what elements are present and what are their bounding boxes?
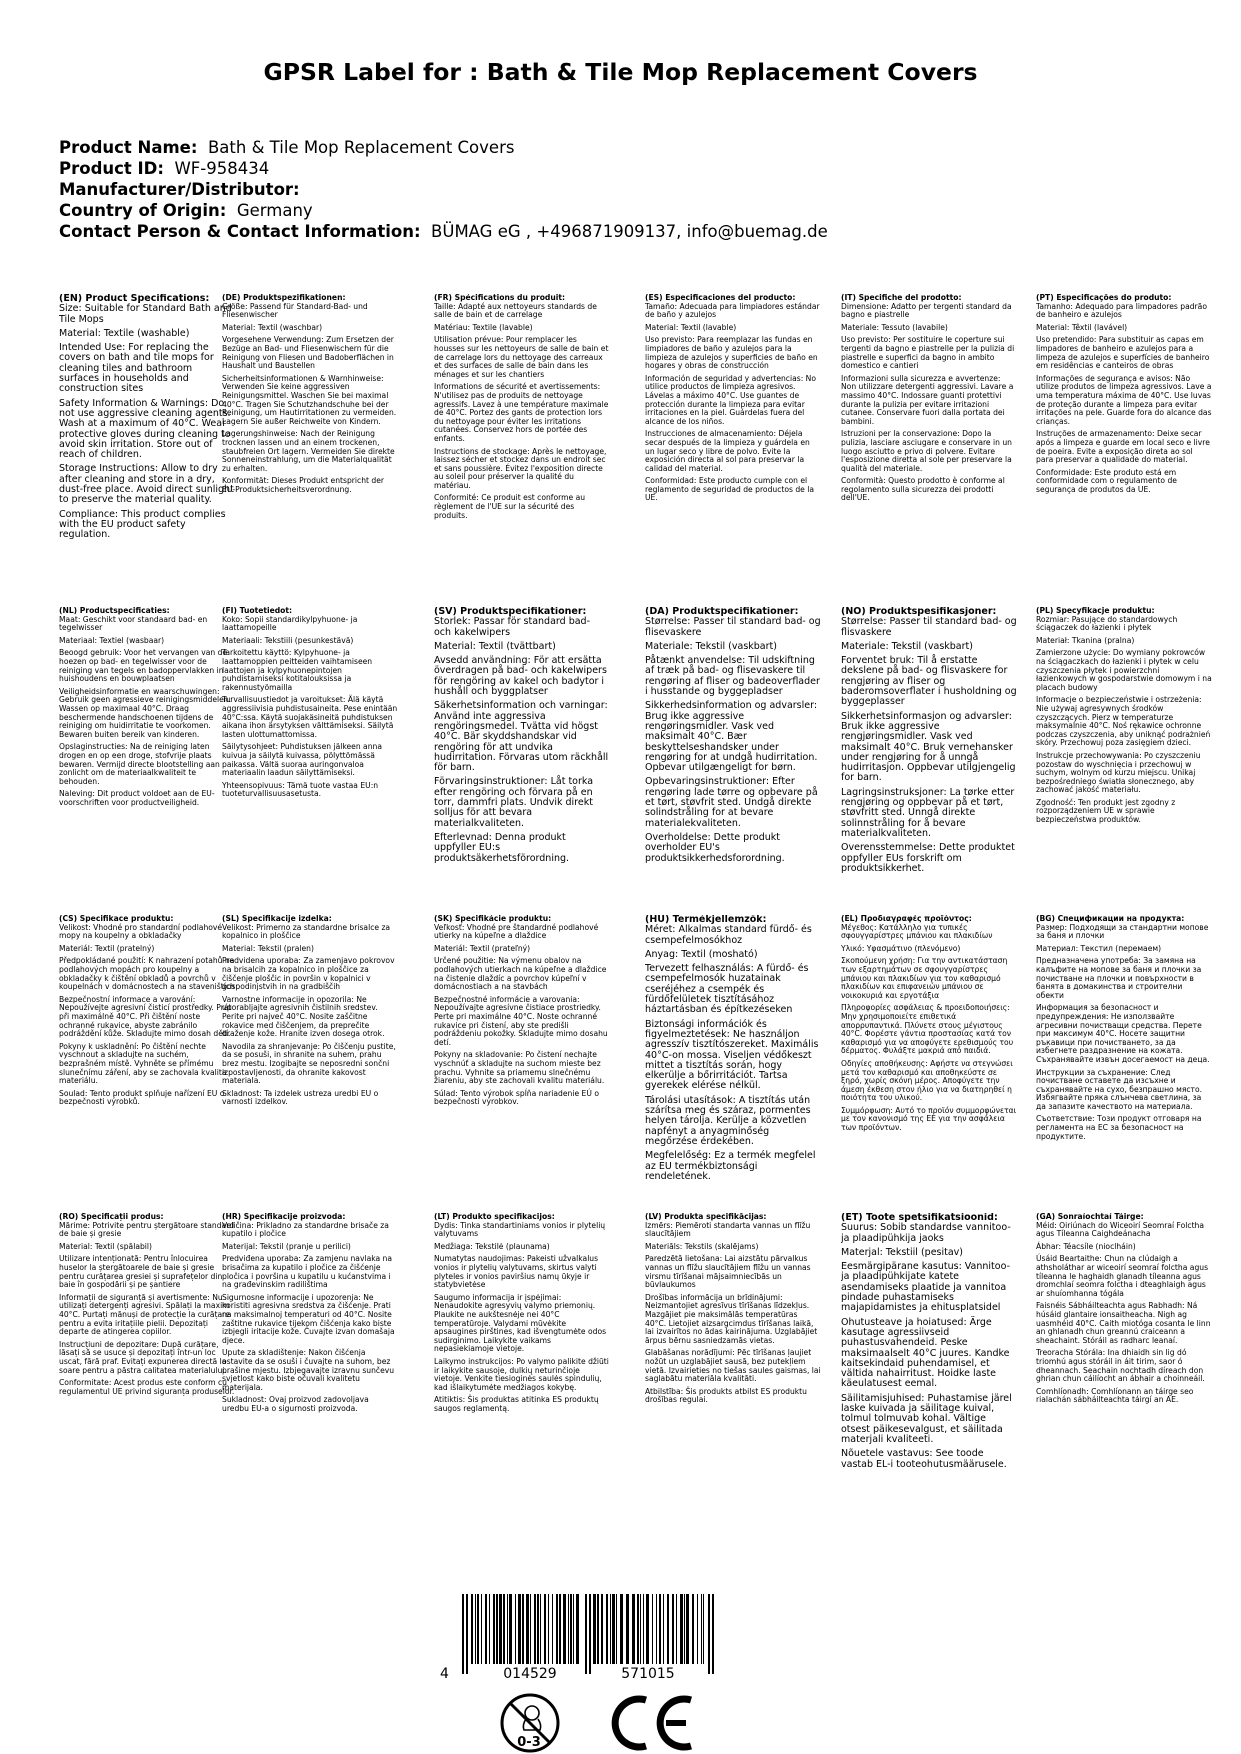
spec-paragraph: Informații de siguranță și avertismente: Nu utilizați detergenți agresivi. Spălați la maxim 40°C. Purtați mănuși de protecție la curățare pentru a evita iritațiile pielii. Depozitați departe de atingerea copiilor. xyxy=(59,1292,230,1337)
barcode xyxy=(436,1594,746,1694)
page-title: GPSR Label for : Bath & Tile Mop Replacement Covers xyxy=(263,58,978,86)
barcode-bar xyxy=(540,1594,541,1664)
barcode-bar xyxy=(697,1594,698,1664)
spec-paragraph: Safety Information & Warnings: Do not use aggressive cleaning agents. Wash at a maximum of 40°C. Wear protective gloves during cleaning to avoid skin irritation. Store out of reach of children. xyxy=(59,397,231,461)
spec-paragraph: Overholdelse: Dette produkt overholder EU's produktsikkerhedsforordning. xyxy=(645,831,785,864)
spec-paragraph: Información de seguridad y advertencias: No utilice productos de limpieza agresivos. Lávelas a máximo 40°C. Use guantes de protección durante la limpieza para evitar irritaciones en la piel. Guárdelas fuera del alcance de los niños. xyxy=(645,373,817,426)
spec-paragraph: Sicherheitsinformationen & Warnhinweise: Verwenden Sie keine aggressiven Reinigungsmittel. Waschen Sie bei maximal 40°C. Tragen Sie Schutzhandschuhe bei der Reinigung, um Hautirritationen zu vermeiden. Lagern Sie außer Reichweite von Kindern. xyxy=(222,373,397,426)
spec-paragraph: Bezpečnostní informace a varování: Nepoužívejte agresivní čisticí prostředky. Prát při maximálně 40°C. Při čištění noste ochranné rukavice, abyste zabránilo podráždění kůže. Skladujte mimo dosah dětí. xyxy=(59,994,232,1039)
barcode-bar xyxy=(570,1594,572,1664)
spec-heading: (IT) Specifiche del prodotto: xyxy=(841,294,962,302)
barcode-bar xyxy=(626,1594,629,1664)
spec-paragraph: Größe: Passend für Standard-Bad- und Fliesenwischer xyxy=(222,301,368,320)
manufacturer-label: Manufacturer/Distributor: xyxy=(59,180,300,199)
barcode-bar xyxy=(522,1594,524,1664)
spec-block xyxy=(841,294,1017,507)
barcode-bar xyxy=(632,1594,635,1664)
barcode-bar xyxy=(548,1594,549,1664)
barcode-bar xyxy=(646,1594,649,1664)
barcode-bar xyxy=(481,1594,482,1664)
barcode-bar xyxy=(637,1594,639,1664)
barcode-bar xyxy=(530,1594,531,1664)
spec-paragraph: Ohutusteave ja hoiatused: Ärge kasutage agressiivseid puhastusvahendeid. Peske maksimaalselt 40°C juures. Kandke kaitsekindaid puhendamisel, et vältida nahairritust. Hoidke laste käeulatusest eemal. xyxy=(841,1316,1010,1390)
barcode-bar xyxy=(659,1594,661,1664)
barcode-bar xyxy=(518,1594,521,1664)
product-id-label: Product ID: xyxy=(59,159,164,178)
spec-block xyxy=(645,915,821,1186)
spec-block xyxy=(59,915,235,1111)
contact-value: BÜMAG eG , +496871909137, info@buemag.de xyxy=(431,222,828,241)
spec-heading: (SK) Špecifikácie produktu: xyxy=(434,915,552,923)
spec-paragraph: Материал: Текстил (перемаем) xyxy=(1036,943,1162,953)
ce-mark-icon xyxy=(615,1699,691,1747)
spec-paragraph: Conformité: Ce produit est conforme au règlement de l'UE sur la sécurité des produits. xyxy=(434,493,586,520)
spec-paragraph: Størrelse: Passer til standard bad- og flisvaskere xyxy=(841,616,1017,638)
spec-paragraph: Efterlevnad: Denna produkt uppfyller EU:s produktsäkerhetsförordning. xyxy=(434,831,570,864)
spec-paragraph: Soulad: Tento produkt splňuje nařízení EU o bezpečnosti výrobků. xyxy=(59,1088,225,1107)
spec-paragraph: Συμμόρφωση: Αυτό το προϊόν συμμορφώνεται με τον κανονισμό της ΕΕ για την ασφάλεια των προϊόντων. xyxy=(841,1105,1017,1133)
spec-paragraph: Υλικό: Υφασμάτινο (πλενόμενο) xyxy=(841,943,961,953)
barcode-bar xyxy=(656,1594,657,1664)
spec-paragraph: Predviđena uporaba: Za zamjenu navlaka na brisačima za kupatilo i pločice za čišćenje pločica i površina u kupatilu u kućanstvima i na građevinskim radilištima xyxy=(222,1254,393,1290)
barcode-bar xyxy=(601,1594,603,1664)
spec-paragraph: Skladnost: Ta izdelek ustreza uredbi EU o varnosti izdelkov. xyxy=(222,1088,379,1107)
barcode-bar xyxy=(663,1594,664,1664)
barcode-bar xyxy=(612,1594,615,1664)
spec-paragraph: Säkerhetsinformation och varningar: Använd inte aggressiva rengöringsmedel. Tvätta vid högst 40°C. Bär skyddshandskar vid rengöring för att undvika hudirritation. Förvaras utom räckhåll för barn. xyxy=(434,700,609,774)
spec-paragraph: Conformidad: Este producto cumple con el reglamento de seguridad de productos de la UE. xyxy=(645,476,815,503)
spec-paragraph: Materiaal: Textiel (wasbaar) xyxy=(59,635,165,645)
product-id-row xyxy=(59,158,1199,179)
spec-paragraph: Material: Textil (lavable) xyxy=(645,322,737,332)
barcode-bar xyxy=(466,1594,468,1674)
spec-paragraph: Biztonsági információk és figyelmeztetések: Ne használjon agresszív tisztítószereket. Maximális 40°C-on mossa. Viseljen védőkeszt mittet a tisztítás során, hogy elkerülje a bőrirritációt. Tartsa gyerekek elérése nélkül. xyxy=(645,1018,819,1092)
spec-paragraph: Sigurnosne informacije i upozorenja: Ne koristiti agresivna sredstva za čišćenje. Prati na maksimalnoj temperaturi od 40°C. Nosite zaštitne rukavice tijekom čišćenja kako biste izbjegli iritacije kože. Čuvajte izvan domašaja djece. xyxy=(222,1292,395,1345)
spec-paragraph: Varnostne informacije in opozorila: Ne uporabljajte agresivnih čistilnih sredstev. Perite pri največ 40°C. Nosite zaščitne rokavice med čiščenjem, da preprečite draženje kože. Hranite izven dosega otrok. xyxy=(222,994,385,1039)
spec-heading: (ES) Especificaciones del producto: xyxy=(645,294,796,302)
barcode-bar xyxy=(652,1594,653,1664)
spec-heading: (ET) Toote spetsifikatsioonid: xyxy=(841,1213,998,1223)
spec-paragraph: Opbevaringsinstruktioner: Efter rengøring lade tørre og opbevare på et tørt, støvfrit sted. Undgå direkte solindstråling for at bevare materialekvaliteten. xyxy=(645,776,818,829)
spec-paragraph: Forventet bruk: Til å erstatte dekslene på bad- og flisvaskere for rengjøring av fliser og baderomsoverflater i husholdning og byggeplasser xyxy=(841,655,1017,708)
spec-paragraph: Utilisation prévue: Pour remplacer les housses sur les nettoyeurs de salle de bain et de carrelage lors du nettoyage des carreaux et des surfaces de salle de bain dans les ménages et sur les chantiers xyxy=(434,335,609,379)
spec-paragraph: Opslaginstructies: Na de reiniging laten drogen en op een droge, stofvrije plaats bewaren. Vermijd directe blootstelling aan zonlicht om de materiaalkwaliteit te behouden. xyxy=(59,742,220,786)
barcode-bar xyxy=(537,1594,539,1664)
product-info xyxy=(59,137,1199,242)
spec-block xyxy=(645,294,821,507)
spec-paragraph: Konformität: Dieses Produkt entspricht der EU-Produktsicherheitsverordnung. xyxy=(222,476,385,494)
spec-paragraph: Matériau: Textile (lavable) xyxy=(434,322,533,332)
spec-paragraph: Dimensione: Adatto per tergenti standard da bagno e piastrelle xyxy=(841,301,1012,320)
barcode-bar xyxy=(477,1594,479,1664)
compliance-icons xyxy=(498,1692,758,1754)
spec-paragraph: Predvidena uporaba: Za zamenjavo pokrovov na brisalcih za kopalnico in ploščice za čiščenje ploščic in površin v kopalnici v gospodinjstvih in na gradbiščih xyxy=(222,956,395,992)
spec-paragraph: Upute za skladištenje: Nakon čišćenja ostavite da se osuši i čuvajte na suhom, bez prašine mjestu. Izbjegavajte izravnu sunčevu svjetlost kako biste očuvali kvalitetu materijala. xyxy=(222,1348,395,1392)
spec-heading: (EL) Προδιαγραφές προϊόντος: xyxy=(841,915,972,923)
spec-paragraph: Veľkosť: Vhodné pre štandardné podlahové utierky na kúpeľne a dlaždice xyxy=(434,922,599,941)
spec-block xyxy=(222,1213,398,1417)
product-name-label: Product Name: xyxy=(59,138,198,157)
spec-paragraph: Treoracha Stórála: Ina dhiaidh sin lig dó triomhú agus stóráil in áit tirim, saor ó dheannach. Seachain nochtadh díreach don ghrian chun cáilíocht an ábhair a choinneáil. xyxy=(1036,1348,1205,1384)
spec-paragraph: Πληροφορίες ασφάλειας & προειδοποιήσεις: Μην χρησιμοποιείτε επιθετικά απορρυπαντικά. Πλύνετε στους μέγιστους 40°C. Φορέστε γάντια προστασίας κατά τον καθαρισμό για να αποφύγετε ερεθισμούς του δέρματος. Φυλάξτε μακριά από παιδιά. xyxy=(841,1003,1014,1056)
barcode-bar xyxy=(489,1594,490,1664)
spec-block xyxy=(222,607,398,803)
spec-paragraph: Sukladnost: Ovaj proizvod zadovoljava uredbu EU-a o sigurnosti proizvoda. xyxy=(222,1395,369,1413)
spec-paragraph: Saugumo informacija ir įspėjimai: Nenaudokite agresyvių valymo priemonių. Plaukite ne aukštesnėje nei 40°C temperatūroje. Valydami mūvėkite apsaugines pirštines, kad išvengtumėte odos sudirginimo. Laikykite vaikams nepasiekiamoje vietoje. xyxy=(434,1292,607,1354)
spec-block xyxy=(434,1213,610,1417)
spec-block xyxy=(1036,1213,1212,1409)
spec-block xyxy=(645,1213,821,1409)
spec-block xyxy=(1036,915,1212,1145)
spec-paragraph: Materiale: Tekstil (vaskbart) xyxy=(841,640,973,652)
spec-paragraph: Materiál: Textil (prateľný) xyxy=(434,943,531,953)
barcode-bar xyxy=(708,1594,710,1674)
barcode-bar xyxy=(507,1594,508,1664)
spec-block xyxy=(1036,607,1212,829)
contact-label: Contact Person & Contact Information: xyxy=(59,222,421,241)
spec-paragraph: Size: Suitable for Standard Bath and Tile Mops xyxy=(59,303,232,325)
spec-heading: (HR) Specifikacije proizvoda: xyxy=(222,1213,346,1221)
spec-paragraph: Påtænkt anvendelse: Til udskiftning af træk på bad- og flisevaskere til rengøring af fliser og badeoverflader i husstande og byggepladser xyxy=(645,655,820,698)
spec-heading: (NO) Produktspesifikasjoner: xyxy=(841,607,997,617)
spec-paragraph: Tárolási utasítások: A tisztítás után szárítsa meg és száraz, pormentes helyen tárolja. Kerülje a közvetlen napfényt a anyagminőség megőrzése érdekében. xyxy=(645,1094,811,1147)
product-name-row xyxy=(59,137,1199,158)
spec-paragraph: Conformità: Questo prodotto è conforme al regolamento sulla sicurezza dei prodotti dell'UE. xyxy=(841,476,1005,503)
spec-paragraph: Beoogd gebruik: Voor het vervangen van de hoezen op bad- en tegelwisser voor de reiniging van tegels en badoppervlakken in huishoudens en bouwplaatsen xyxy=(59,648,228,684)
spec-paragraph: Velikost: Vhodné pro standardní podlahové mopy na koupelny a obkladačky xyxy=(59,922,223,941)
spec-paragraph: Uso previsto: Per sostituire le coperture sui tergenti da bagno e piastrelle per la pulizia di piastrelle e superfici da bagno in ambito domestico e cantieri xyxy=(841,335,1015,371)
spec-paragraph: Инструкции за съхранение: След почистване оставете да изсъхне и съхранявайте на сухо, безпрашно място. Избягвайте пряка слънчева светлина, за да запазите качеството на материала. xyxy=(1036,1067,1203,1111)
barcode-bar xyxy=(499,1594,502,1664)
barcode-group-2: 571015 xyxy=(621,1666,675,1682)
spec-paragraph: Tamanho: Adequado para limpadores padrão de banheiro e azulejos xyxy=(1036,301,1207,320)
spec-paragraph: Materiał: Tkanina (pralna) xyxy=(1036,635,1135,645)
barcode-bar xyxy=(680,1594,683,1664)
spec-paragraph: Megfelelőség: Ez a termék megfelel az EU termékbiztonsági rendeletének. xyxy=(645,1150,816,1182)
spec-paragraph: Materiale: Tekstil (vaskbart) xyxy=(645,640,777,652)
age-label: 0-3 xyxy=(517,1735,541,1750)
spec-paragraph: Zamierzone użycie: Do wymiany pokrowców na ściągaczkach do łazienki i płytek w celu czyszczenia płytek i powierzchni łazienkowych w gospodarstwie domowym i na placach budowy xyxy=(1036,648,1212,692)
barcode-bar xyxy=(526,1594,529,1664)
spec-heading: (PT) Especificações do produto: xyxy=(1036,294,1172,302)
spec-paragraph: Avsedd användning: För att ersätta överdragen på bad- och kakelwipers för rengöring av kakel och badytor i hushåll och byggplatser xyxy=(434,655,607,698)
barcode-bar xyxy=(585,1594,587,1674)
spec-block xyxy=(434,915,610,1111)
spec-paragraph: Numatytas naudojimas: Pakeisti užvalkalus vonios ir plytelių valytuvams, skirtus valyti plyteles ir vonios paviršius namų ūkyje ir statybvietėse xyxy=(434,1254,599,1290)
barcode-bar xyxy=(496,1594,498,1664)
spec-block xyxy=(434,607,610,868)
spec-paragraph: Méid: Oiriúnach do Wiceoirí Seomraí Folctha agus Tíleanna Caighdeánacha xyxy=(1036,1220,1205,1239)
spec-paragraph: Utilizare intenționată: Pentru înlocuirea huselor la ștergătoarele de baie și gresie pentru curățarea gresiei și suprafețelor din baie în gospodării și pe șantiere xyxy=(59,1254,223,1290)
spec-heading: (CS) Specifikace produktu: xyxy=(59,915,174,923)
barcode-bar xyxy=(606,1594,608,1664)
spec-paragraph: Säilytysohjeet: Puhdistuksen jälkeen anna kuivua ja säilytä kuivassa, pölyttömässä paikassa. Vältä suoraa auringonvaloa materiaalin laadun säilyttämiseksi. xyxy=(222,742,382,778)
spec-paragraph: Eesmärgipärane kasutus: Vannitoo- ja plaadipühkijate katete asendamiseks plaatide ja vannitoa pindade puhastamiseks majapidamistes ja ehitusplatsidel xyxy=(841,1261,1011,1314)
age-warning-0-3-icon xyxy=(502,1695,558,1751)
spec-paragraph: Pokyny k uskladnění: Po čištění nechte vyschnout a skladujte na suchém, bezprašném místě. Vyhněte se přímému slunečnímu záření, aby se zachovala kvalita materiálu. xyxy=(59,1041,227,1086)
spec-paragraph: Размер: Подходящи за стандартни мопове за баня и плочки xyxy=(1036,922,1209,941)
spec-paragraph: Storage Instructions: Allow to dry after cleaning and store in a dry, dust-free place. Avoid direct sunlight to preserve the material quality. xyxy=(59,463,234,506)
barcode-bar xyxy=(556,1594,558,1664)
barcode-bar xyxy=(703,1594,704,1664)
spec-paragraph: Instrucțiuni de depozitare: După curățare, lăsați să se usuce și depozitați într-un loc uscat, fără praf. Evitați expunerea directă la soare pentru a păstra calitatea materialului. xyxy=(59,1339,227,1375)
spec-paragraph: Koko: Sopii standardikylpyhuone- ja laattamopeille xyxy=(222,614,358,633)
spec-block xyxy=(222,294,398,498)
spec-paragraph: Předpokládané použití: K nahrazení potahů na podlahových mopách pro koupelny a obkladačky k čištění obkladů a povrchů v koupelnách v domácnostech a na staveništích xyxy=(59,956,235,992)
spec-heading: (DA) Produktspecifikationer: xyxy=(645,607,799,617)
spec-paragraph: Istruzioni per la conservazione: Dopo la pulizia, lasciare asciugare e conservare in un luogo asciutto e privo di polvere. Evitare l'esposizione diretta al sole per preservare la qualità del materiale. xyxy=(841,429,1012,473)
spec-paragraph: Turvallisuustiedot ja varoitukset: Älä käytä aggressiivisia puhdistusaineita. Pese enintään 40°C:ssa. Käytä suojakäsineitä puhdistuksen aikana ihon ärsytyksen välttämiseksi. Säilytä lasten ulottumattomissa. xyxy=(222,695,398,739)
barcode-group-1: 014529 xyxy=(503,1666,557,1682)
spec-paragraph: Atbilstība: Šis produkts atbilst ES produktu drošības regulai. xyxy=(645,1386,807,1405)
contact-row xyxy=(59,221,1199,242)
barcode-bar xyxy=(559,1594,561,1664)
spec-paragraph: Informations de sécurité et avertissements: N'utilisez pas de produits de nettoyage agressifs. Lavez à une température maximale de 40°C. Portez des gants de protection lors du nettoyage pour éviter les irritations cutanées. Conservez hors de portée des enfants. xyxy=(434,382,609,443)
spec-heading: (DE) Produktspezifikationen: xyxy=(222,294,346,302)
barcode-bar xyxy=(593,1594,596,1664)
spec-paragraph: Určené použitie: Na výmenu obalov na podlahových utierkach na kúpeľne a dlaždice na čistenie dlaždíc a povrchov kúpeľní v domácnostiach a na stavbách xyxy=(434,956,607,992)
spec-paragraph: Instrucciones de almacenamiento: Déjela secar después de la limpieza y guárdela en un lugar seco y libre de polvo. Evite la exposición directa al sol para preservar la calidad del material. xyxy=(645,429,810,473)
country-value: Germany xyxy=(236,201,313,220)
spec-paragraph: Informazioni sulla sicurezza e avvertenze: Non utilizzare detergenti aggressivi. Lavare a massimo 40°C. Indossare guanti protettivi durante la pulizia per evitare irritazioni cutanee. Conservare fuori dalla portata dei bambini. xyxy=(841,373,1014,426)
barcode-bar xyxy=(701,1594,702,1664)
spec-paragraph: Uso previsto: Para reemplazar las fundas en limpiadores de baño y azulejos para la limpieza de azulejos y superficies de baño en hogares y obras de construcción xyxy=(645,335,818,371)
spec-heading: (HU) Termékjellemzők: xyxy=(645,915,767,925)
spec-paragraph: Rozmiar: Pasujące do standardowych ściągaczek do łazienki i płytek xyxy=(1036,614,1178,633)
spec-paragraph: Lagringsinstruksjoner: La tørke etter rengjøring og oppbevar på et tørt, støvfritt sted. Unngå direkte solinnstråling for å bevare materialkvaliteten. xyxy=(841,786,1015,839)
spec-heading: (PL) Specyfikacje produktu: xyxy=(1036,607,1155,615)
spec-paragraph: Sikkerhetsinformasjon og advarsler: Bruk ikke aggressive rengjøringsmidler. Vask ved maksimalt 40°C. Bruk vernehansker under rengjøring for å unngå hudirritasjon. Oppbevar utilgjengelig for barn. xyxy=(841,710,1016,784)
spec-paragraph: Μέγεθος: Κατάλληλο για τυπικές σφουγγαρίστρες μπάνιου και πλακιδίων xyxy=(841,922,993,941)
spec-paragraph: Intended Use: For replacing the covers on bath and tile mops for cleaning tiles and bathroom surfaces in households and construction sites xyxy=(59,342,214,395)
barcode-left-digit: 4 xyxy=(440,1666,449,1682)
product-name-value: Bath & Tile Mop Replacement Covers xyxy=(207,138,515,157)
spec-paragraph: Úsáid Beartaithe: Chun na clúdaigh a athsholáthar ar wiceoirí seomraí folctha agus tíleanna le haghaidh glanadh tíleanna agus dromchlaí seomra folctha i dteaghlaigh agus ar shuíomhanna tógála xyxy=(1036,1254,1209,1298)
spec-paragraph: Förvaringsinstruktioner: Låt torka efter rengöring och förvara på en torr, dammfri plats. Undvik direkt solljus för att bevara materialkvaliteten. xyxy=(434,776,594,829)
spec-heading: (GA) Sonraíochtaí Táirge: xyxy=(1036,1213,1144,1221)
spec-paragraph: Taille: Adapté aux nettoyeurs standards de salle de bain et de carrelage xyxy=(434,301,597,320)
barcode-bar xyxy=(620,1594,623,1664)
spec-heading: (LV) Produkta specifikācijas: xyxy=(645,1213,767,1221)
barcode-bar xyxy=(552,1594,553,1664)
spec-paragraph: Overensstemmelse: Dette produktet oppfyller EUs forskrift om produktsikkerhet. xyxy=(841,842,1015,874)
spec-paragraph: Medžiaga: Tekstilė (plaunama) xyxy=(434,1241,550,1251)
barcode-bar xyxy=(676,1594,677,1664)
spec-paragraph: Ábhar: Téacsíle (nioclháin) xyxy=(1036,1241,1136,1251)
spec-paragraph: Съответствие: Този продукт отговаря на регламента на ЕС за безопасност на продуктите. xyxy=(1036,1114,1202,1141)
spec-paragraph: Storlek: Passar för standard bad- och kakelwipers xyxy=(434,616,590,638)
spec-paragraph: Materijal: Tekstil (pranje u perilici) xyxy=(222,1241,351,1251)
barcode-bar xyxy=(485,1594,487,1664)
barcode-bar xyxy=(576,1594,579,1664)
spec-paragraph: Tarkoitettu käyttö: Kylpyhuone- ja laattamoppien peitteiden vaihtamiseen laattojen ja kylpyhuonepintojen puhdistamiseksi kotitalouksissa ja rakennustyömailla xyxy=(222,648,373,692)
spec-paragraph: Laikymo instrukcijos: Po valymo palikite džiūti ir laikykite sausoje, dulkių neturinčioje vietoje. Venkite tiesioginės saulės spindulių, kad išlaikytumėte medžiagos kokybę. xyxy=(434,1356,609,1392)
spec-paragraph: Anyag: Textil (mosható) xyxy=(645,948,758,960)
spec-paragraph: Compliance: This product complies with the EU product safety regulation. xyxy=(59,508,226,541)
spec-paragraph: Material: Textil (spălabil) xyxy=(59,1241,152,1251)
spec-paragraph: Faisnéis Sábháilteachta agus Rabhadh: Ná húsáid glantaire ionsaitheacha. Nigh ag uasmhéid 40°C. Caith miotóga cosanta le linn an ghlanadh chun greannú craiceann a sheachaint. Stóráil as radharc leanaí. xyxy=(1036,1301,1211,1345)
spec-paragraph: Instruções de armazenamento: Deixe secar após a limpeza e guarde em local seco e livre de poeira. Evite a exposição direta ao sol para preservar a qualidade do material. xyxy=(1036,429,1210,465)
spec-paragraph: Informacje o bezpieczeństwie i ostrzeżenia: Nie używaj agresywnych środków czyszczących. Pierz w temperaturze maksymalnie 40°C. Noś rękawice ochronne podczas czyszczenia, aby uniknąć podrażnień skóry. Przechowuj poza zasięgiem dzieci. xyxy=(1036,695,1211,748)
barcode-bar xyxy=(616,1594,617,1664)
barcode-bar xyxy=(667,1594,669,1664)
spec-paragraph: Tervezett felhasználás: A fürdő- és csempefelmosók huzatainak cseréjéhez a csempék és fürdőfelületek tisztításához háztartásban és építkezéseken xyxy=(645,963,809,1016)
spec-paragraph: Nõuetele vastavus: See toode vastab EL-i tooteohutusmäärusele. xyxy=(841,1448,1007,1470)
spec-paragraph: Material: Textil (tvättbart) xyxy=(434,640,556,652)
spec-paragraph: Izmērs: Piemēroti standarta vannas un flīžu slaucītājiem xyxy=(645,1220,811,1239)
barcode-bar xyxy=(493,1594,495,1664)
spec-block xyxy=(841,915,1017,1137)
spec-heading: (NL) Productspecificaties: xyxy=(59,607,170,615)
spec-paragraph: Naleving: Dit product voldoet aan de EU-voorschriften voor productveiligheid. xyxy=(59,789,215,807)
spec-paragraph: Vorgesehene Verwendung: Zum Ersetzen der Bezüge an Bad- und Fliesenwischern für die Reinigung von Fliesen und Badoberflächen in Haushalt und Baustellen xyxy=(222,335,394,371)
spec-paragraph: Lagerungshinweise: Nach der Reinigung trocknen lassen und an einem trockenen, staubfreien Ort lagern. Vermeiden Sie direkte Sonneneinstrahlung, um die Materialqualität zu erhalten. xyxy=(222,429,395,473)
spec-paragraph: Zgodność: Ten produkt jest zgodny z rozporządzeniem UE w sprawie bezpieczeństwa produktów. xyxy=(1036,797,1176,825)
spec-paragraph: Atitiktis: Šis produktas atitinka ES produktų saugos reglamentą. xyxy=(434,1395,599,1413)
spec-block xyxy=(222,915,398,1111)
spec-paragraph: Materiale: Tessuto (lavabile) xyxy=(841,322,948,332)
manufacturer-row xyxy=(59,179,1199,200)
spec-paragraph: Bezpečnostné informácie a varovania: Nepoužívajte agresívne čistiace prostriedky. Perte pri maximálne 40°C. Noste ochranné rukavice pri čistení, aby ste predišli podráždeniu pokožky. Skladujte mimo dosahu detí. xyxy=(434,994,608,1047)
barcode-bar xyxy=(640,1594,641,1664)
spec-heading: (LT) Produkto specifikacijos: xyxy=(434,1213,555,1221)
spec-paragraph: Veiligheidsinformatie en waarschuwingen: Gebruik geen agressieve reinigingsmiddelen. Wassen op maximaal 40°C. Draag beschermende handschoenen tijdens de reiniging om huidirritatie te voorkomen. Bewaren buiten bereik van kinderen. xyxy=(59,686,232,739)
barcode-bar xyxy=(610,1594,611,1664)
spec-block xyxy=(59,607,235,811)
spec-paragraph: Sikkerhedsinformation og advarsler: Brug ikke aggressive rengøringsmidler. Vask ved maksimalt 40°C. Bær beskyttelseshandsker under rengøring for at undgå hudirritation. Opbevar utilgængeligt for børn. xyxy=(645,700,818,774)
barcode-bar xyxy=(544,1594,546,1664)
spec-block xyxy=(841,1213,1017,1474)
barcode-bar xyxy=(643,1594,644,1664)
barcode-bar xyxy=(515,1594,516,1664)
spec-paragraph: Informações de segurança e avisos: Não utilize produtos de limpeza agressivos. Lave a uma temperatura máxima de 40°C. Use luvas de proteção durante a limpeza para evitar irritações na pele. Guarde fora do alcance das crianças. xyxy=(1036,373,1212,426)
spec-block xyxy=(645,607,821,868)
barcode-bar xyxy=(509,1594,512,1664)
spec-block xyxy=(434,294,610,524)
spec-paragraph: Velikost: Primerno za standardne brisalce za kopalnico in ploščice xyxy=(222,922,391,941)
spec-heading: (SL) Specifikacije izdelka: xyxy=(222,915,332,923)
spec-paragraph: Conformitate: Acest produs este conform cu regulamentul UE privind siguranța produselor. xyxy=(59,1378,235,1396)
spec-heading: (FI) Tuotetiedot: xyxy=(222,607,293,615)
barcode-bar xyxy=(503,1594,505,1664)
spec-paragraph: Σκοπούμενη χρήση: Για την αντικατάσταση των εξαρτημάτων σε σφουγγαρίστρες μπάνιου και πλακιδίων για τον καθαρισμό πλακιδίων και επιφανειών μπάνιου σε νοικοκυριά και εργοτάξια xyxy=(841,956,1008,1000)
barcode-bar xyxy=(712,1594,714,1674)
spec-paragraph: Conformidade: Este produto está em conformidade com o regulamento de segurança de produtos da UE. xyxy=(1036,467,1177,494)
spec-paragraph: Pokyny na skladovanie: Po čistení nechajte vyschnúť a skladujte na suchom mieste bez prachu. Vyhnite sa priamemu slnečnému žiareniu, aby ste zachovali kvalitu materiálu. xyxy=(434,1050,605,1086)
spec-paragraph: Comhlíonadh: Comhlíonann an táirge seo rialachán sábháilteachta táirgí an AE. xyxy=(1036,1386,1194,1405)
spec-paragraph: Material: Têxtil (lavável) xyxy=(1036,322,1128,332)
barcode-bar xyxy=(462,1594,464,1674)
spec-heading: (SV) Produktspecifikationer: xyxy=(434,607,587,617)
spec-paragraph: Material: Textile (washable) xyxy=(59,327,190,339)
product-id-value: WF-958434 xyxy=(174,159,270,178)
spec-paragraph: Instructions de stockage: Après le nettoyage, laissez sécher et stockez dans un endroit sec et sans poussière. Évitez l'exposition directe au soleil pour préserver la qualité du matériau. xyxy=(434,446,607,490)
spec-paragraph: Materiál: Textil (pratelný) xyxy=(59,943,155,953)
spec-paragraph: Materiaali: Tekstiili (pesunkestävä) xyxy=(222,635,354,645)
spec-block xyxy=(841,607,1017,878)
barcode-bar xyxy=(573,1594,574,1664)
spec-paragraph: Suurus: Sobib standardse vannitoo- ja plaadipühkija jaoks xyxy=(841,1222,1011,1244)
country-label: Country of Origin: xyxy=(59,201,227,220)
barcode-bar xyxy=(568,1594,569,1664)
barcode-bar xyxy=(475,1594,476,1664)
spec-heading: (BG) Спецификации на продукта: xyxy=(1036,915,1185,923)
barcode-bar xyxy=(471,1594,473,1664)
country-row xyxy=(59,200,1199,221)
spec-heading: (RO) Specificații produs: xyxy=(59,1213,164,1221)
spec-paragraph: Veličina: Prikladno za standardne brisače za kupatilo i pločice xyxy=(222,1220,389,1239)
spec-paragraph: Material: Tekstil (pralen) xyxy=(222,943,314,953)
spec-paragraph: Material: Textil (waschbar) xyxy=(222,322,323,332)
barcode-bar xyxy=(534,1594,536,1664)
spec-paragraph: Glabāšanas norādījumi: Pēc tīrīšanas ļaujiet nožūt un uzglabājiet sausā, bez putekļiem vietā. Izvairieties no tiešas saules gaismas, lai saglabātu materiāla kvalitāti. xyxy=(645,1348,821,1384)
spec-paragraph: Instrukcje przechowywania: Po czyszczeniu pozostaw do wyschnięcia i przechowuj w suchym, wolnym od kurzu miejscu. Unikaj bezpośredniego światła słonecznego, aby zachować jakość materiału. xyxy=(1036,750,1201,795)
spec-paragraph: Säilitamisjuhised: Puhastamise järel laske kuivada ja säilitage kuival, tolmul tolmuvab kohal. Vältige otsest päikesevalgust, et säilitada materjali kvaliteeti. xyxy=(841,1392,1012,1445)
spec-block xyxy=(59,1213,235,1400)
spec-paragraph: Méret: Alkalmas standard fürdő- és csempefelmosókhoz xyxy=(645,924,812,946)
spec-paragraph: Drošības informācija un brīdinājumi: Neizmantojiet agresīvus tīrīšanas līdzekļus. Mazgājiet pie maksimālās temperatūras 40°C. Lietojiet aizsargcimdus tīrīšanas laikā, lai izvairītos no ādas kairinājuma. Uzglabājiet ārpus bērnu sasniedzamās vietas. xyxy=(645,1292,818,1345)
barcode-bar xyxy=(692,1594,694,1664)
spec-paragraph: Súlad: Tento výrobok spĺňa nariadenie EÚ o bezpečnosti výrobkov. xyxy=(434,1088,599,1107)
spec-paragraph: Информация за безопасност и предупреждения: Не използвайте агресивни почистващи средства. Перете при максимум 40°C. Носете защитни ръкавици при почистването, за да избегнете раздразнение на кожата. Съхранявайте извън досегаемост на деца. xyxy=(1036,1003,1210,1064)
spec-heading: (EN) Product Specifications: xyxy=(59,294,210,304)
barcode-bar xyxy=(589,1594,591,1674)
spec-paragraph: Οδηγίες αποθήκευσης: Αφήστε να στεγνώσει μετά τον καθαρισμό και αποθηκεύστε σε ξηρό, χωρίς σκόνη μέρος. Αποφύγετε την άμεση έκθεση στον ήλιο για να διατηρηθεί η ποιότητα του υλικού. xyxy=(841,1058,1013,1103)
spec-paragraph: Paredzētā lietošana: Lai aizstātu pārvalkus vannas un flīžu slaucītājiem flīžu un vannas virsmu tīrīšanai mājsaimniecībās un būvlaukumos xyxy=(645,1254,811,1290)
barcode-bar xyxy=(672,1594,674,1664)
spec-paragraph: Navodila za shranjevanje: Po čiščenju pustite, da se posuši, in shranite na suhem, prahu brez mestu. Izogibajte se neposredni sončni izpostavljenosti, da ohranite kakovost materiala. xyxy=(222,1041,396,1086)
spec-paragraph: Mărime: Potrivite pentru ștergătoare standard de baie și gresie xyxy=(59,1220,235,1239)
spec-paragraph: Materiāls: Tekstils (skalējams) xyxy=(645,1241,759,1251)
spec-paragraph: Предназначена употреба: За замяна на калъфите на мопове за баня и плочки за почистване на плочки и повърхности в банята в домакинства и строителни обекти xyxy=(1036,956,1202,1000)
barcode-bar xyxy=(563,1594,566,1664)
barcode-bar xyxy=(597,1594,599,1664)
spec-paragraph: Yhteensopivuus: Tämä tuote vastaa EU:n tuoteturvallisuusasetusta. xyxy=(222,780,379,799)
spec-block xyxy=(1036,294,1212,498)
spec-paragraph: Størrelse: Passer til standard bad- og flisevaskere xyxy=(645,616,821,638)
spec-heading: (FR) Spécifications du produit: xyxy=(434,294,566,302)
spec-block xyxy=(59,294,235,545)
spec-paragraph: Maat: Geschikt voor standaard bad- en tegelwisser xyxy=(59,614,208,633)
spec-paragraph: Materjal: Tekstiil (pesitav) xyxy=(841,1246,964,1258)
spec-paragraph: Uso pretendido: Para substituir as capas em limpadores de banheiro e azulejos para a limpeza de azulejos e superfícies de banheiro em residências e canteiros de obras xyxy=(1036,335,1210,371)
spec-paragraph: Tamaño: Adecuada para limpiadores estándar de baño y azulejos xyxy=(645,301,820,320)
barcode-bar xyxy=(686,1594,689,1664)
spec-paragraph: Dydis: Tinka standartiniams vonios ir plytelių valytuvams xyxy=(434,1220,606,1239)
barcode-bar xyxy=(684,1594,685,1664)
